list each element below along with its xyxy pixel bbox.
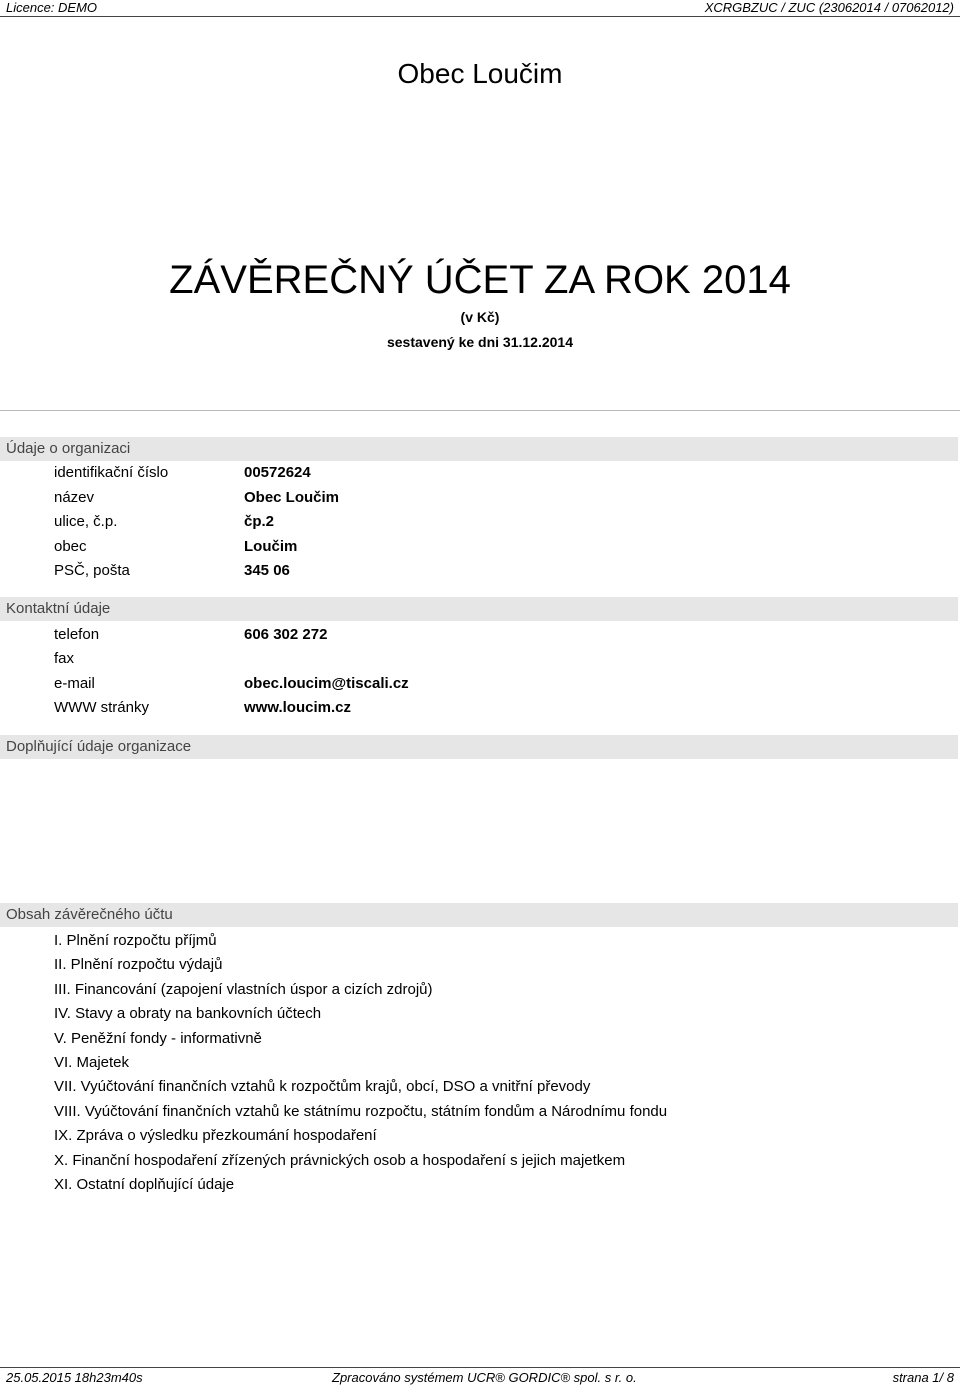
field-label-name: název [54, 489, 95, 506]
field-label-ico: identifikační číslo [54, 464, 169, 481]
field-label-website: WWW stránky [54, 699, 149, 716]
footer-timestamp: 25.05.2015 18h23m40s [6, 1370, 143, 1385]
header-divider [0, 16, 960, 17]
toc-item: VI. Majetek [54, 1054, 130, 1071]
field-value-email: obec.loucim@tiscali.cz [244, 675, 409, 692]
field-value-ico: 00572624 [244, 464, 311, 481]
field-value-website: www.loucim.cz [244, 699, 351, 716]
section-contact [0, 597, 958, 621]
document-code: XCRGBZUC / ZUC (23062014 / 07062012) [704, 0, 954, 15]
footer-system: Zpracováno systémem UCR® GORDIC® spol. s r. o. [332, 1370, 637, 1385]
section-heading: Doplňující údaje organizace [6, 738, 192, 755]
toc-item: X. Finanční hospodaření zřízených právnických osob a hospodaření s jejich majetkem [54, 1152, 626, 1169]
field-value-street: čp.2 [244, 513, 275, 530]
toc-item: XI. Ostatní doplňující údaje [54, 1176, 235, 1193]
field-label-city: obec [54, 538, 87, 555]
field-label-fax: fax [54, 650, 75, 667]
section-supplementary [0, 735, 958, 759]
footer-divider [0, 1367, 960, 1368]
section-contents [0, 903, 958, 927]
toc-item: III. Financování (zapojení vlastních úspor a cizích zdrojů) [54, 981, 433, 998]
toc-item: II. Plnění rozpočtu výdajů [54, 956, 223, 973]
organization-title: Obec Loučim [397, 58, 563, 89]
section-heading: Údaje o organizaci [6, 440, 131, 457]
toc-item: I. Plnění rozpočtu příjmů [54, 932, 217, 949]
field-label-email: e-mail [54, 675, 95, 692]
field-label-street: ulice, č.p. [54, 513, 118, 530]
toc-item: IX. Zpráva o výsledku přezkoumání hospodaření [54, 1127, 377, 1144]
field-value-name: Obec Loučim [244, 489, 340, 506]
toc-item: IV. Stavy a obraty na bankovních účtech [54, 1005, 322, 1022]
toc-item: VIII. Vyúčtování finančních vztahů ke státnímu rozpočtu, státním fondům a Národnímu fondu [54, 1103, 668, 1120]
license-label: Licence: DEMO [6, 0, 98, 15]
as-of-date: sestavený ke dni 31.12.2014 [386, 334, 574, 350]
section-heading: Obsah závěrečného účtu [6, 906, 173, 923]
document-title: ZÁVĚREČNÝ ÚČET ZA ROK 2014 [169, 258, 791, 302]
section-top-rule [0, 410, 960, 411]
currency-units: (v Kč) [460, 309, 500, 325]
section-heading: Kontaktní údaje [6, 600, 111, 617]
footer-page-number: strana 1/ 8 [892, 1370, 954, 1385]
field-value-city: Loučim [244, 538, 298, 555]
field-label-postcode: PSČ, pošta [54, 562, 130, 579]
field-label-phone: telefon [54, 626, 100, 643]
field-value-phone: 606 302 272 [244, 626, 328, 643]
field-value-postcode: 345 06 [244, 562, 290, 579]
toc-item: VII. Vyúčtování finančních vztahů k rozpočtům krajů, obcí, DSO a vnitřní převody [54, 1078, 591, 1095]
section-org-info [0, 437, 958, 461]
toc-item: V. Peněžní fondy - informativně [54, 1030, 262, 1047]
